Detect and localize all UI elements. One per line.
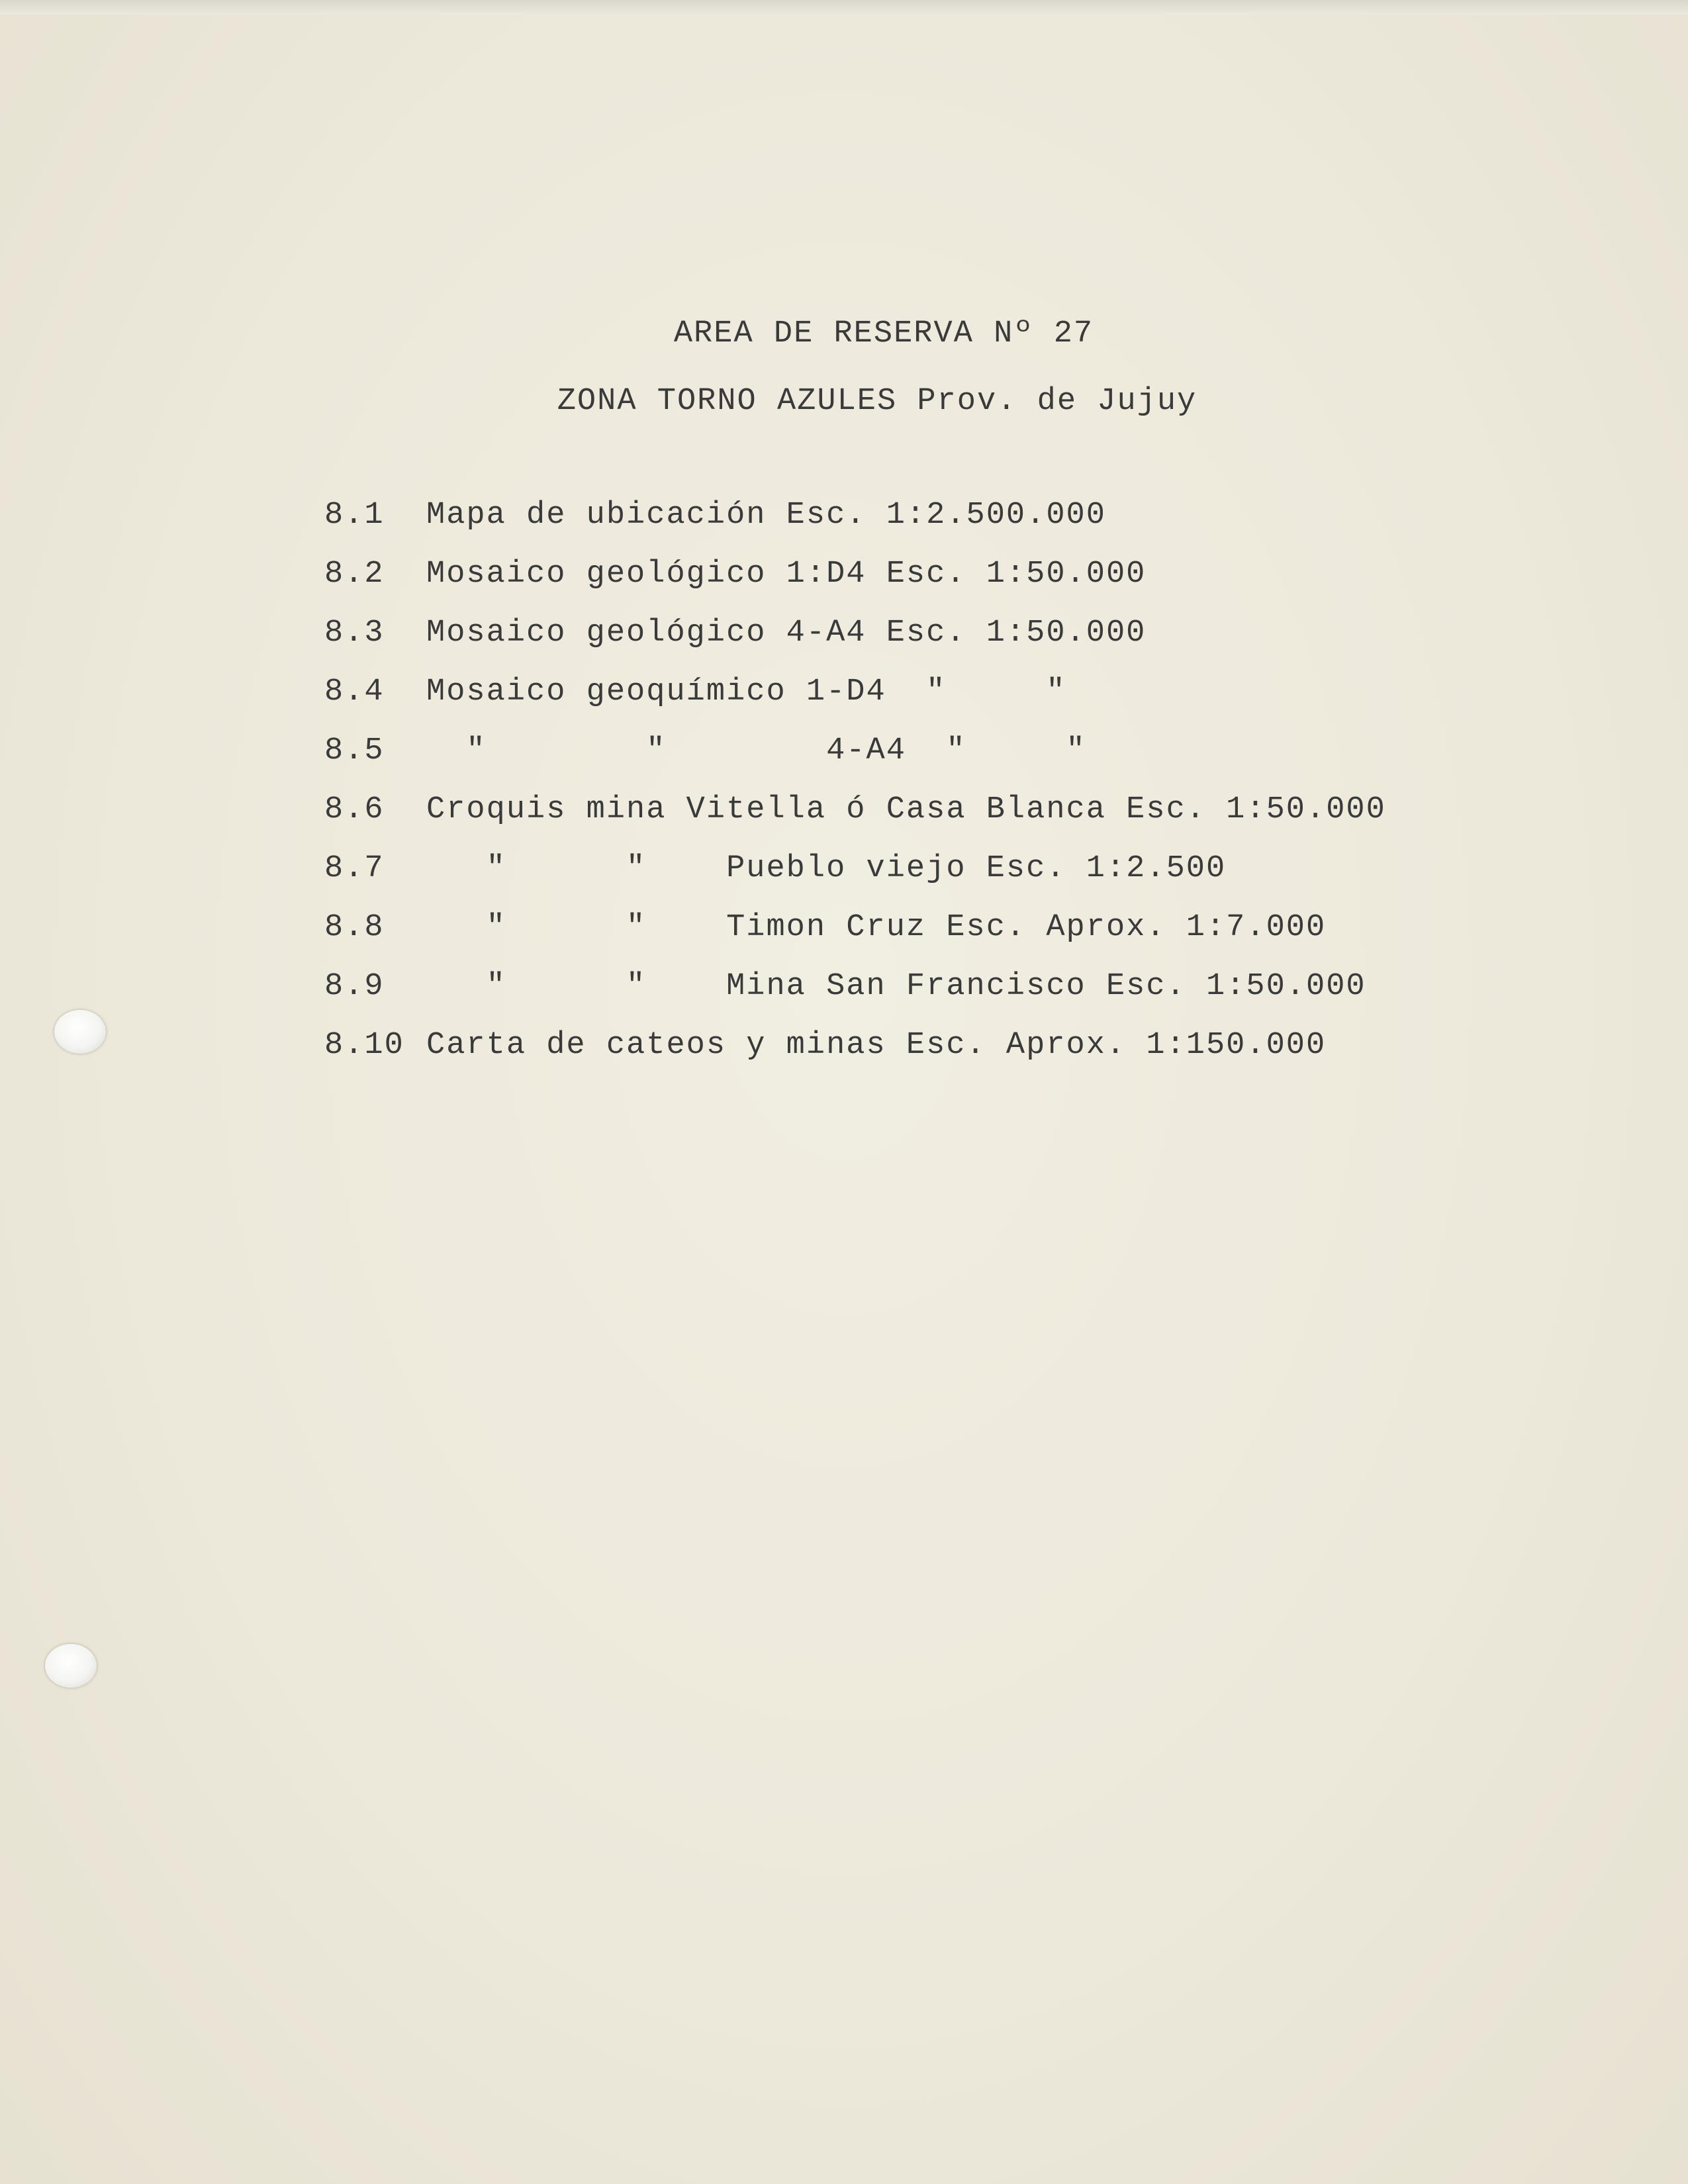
list-item (324, 674, 1516, 733)
list-item (324, 1028, 1516, 1087)
item-text: Mosaico geológico 4-A4 Esc. 1:50.000 (426, 615, 1147, 651)
item-number: 8.4 (324, 674, 385, 709)
list-item (324, 969, 1516, 1028)
map-list (324, 498, 1516, 1087)
item-number: 8.5 (324, 733, 385, 768)
item-text: Carta de cateos y minas Esc. Aprox. 1:150.000 (426, 1028, 1327, 1063)
item-number: 8.2 (324, 557, 385, 592)
item-text: Mosaico geológico 1:D4 Esc. 1:50.000 (426, 557, 1147, 592)
item-number: 8.6 (324, 792, 385, 827)
document-subtitle: ZONA TORNO AZULES Prov. de Jujuy (557, 384, 1197, 419)
item-text: Mosaico geoquímico 1-D4 " " (426, 674, 1066, 709)
item-text: Mapa de ubicación Esc. 1:2.500.000 (426, 498, 1106, 533)
item-number: 8.7 (324, 851, 385, 886)
page-top-edge (0, 0, 1688, 15)
item-text: " " Pueblo viejo Esc. 1:2.500 (426, 851, 1227, 886)
item-text: " " Mina San Francisco Esc. 1:50.000 (426, 969, 1366, 1004)
list-item (324, 792, 1516, 851)
list-item (324, 498, 1516, 557)
item-text: Croquis mina Vitella ó Casa Blanca Esc. 1:50.000 (426, 792, 1386, 827)
item-number: 8.8 (324, 910, 385, 945)
item-number: 8.3 (324, 615, 385, 651)
document-title: AREA DE RESERVA Nº 27 (673, 316, 1094, 351)
item-number: 8.9 (324, 969, 385, 1004)
punch-hole (54, 1010, 106, 1054)
punch-hole (45, 1644, 97, 1688)
item-number: 8.1 (324, 498, 385, 533)
list-item (324, 910, 1516, 969)
item-number: 8.10 (324, 1028, 404, 1063)
list-item (324, 615, 1516, 674)
item-text: " " 4-A4 " " (426, 733, 1086, 768)
list-item (324, 851, 1516, 910)
list-item (324, 557, 1516, 615)
list-item (324, 733, 1516, 792)
item-text: " " Timon Cruz Esc. Aprox. 1:7.000 (426, 910, 1327, 945)
